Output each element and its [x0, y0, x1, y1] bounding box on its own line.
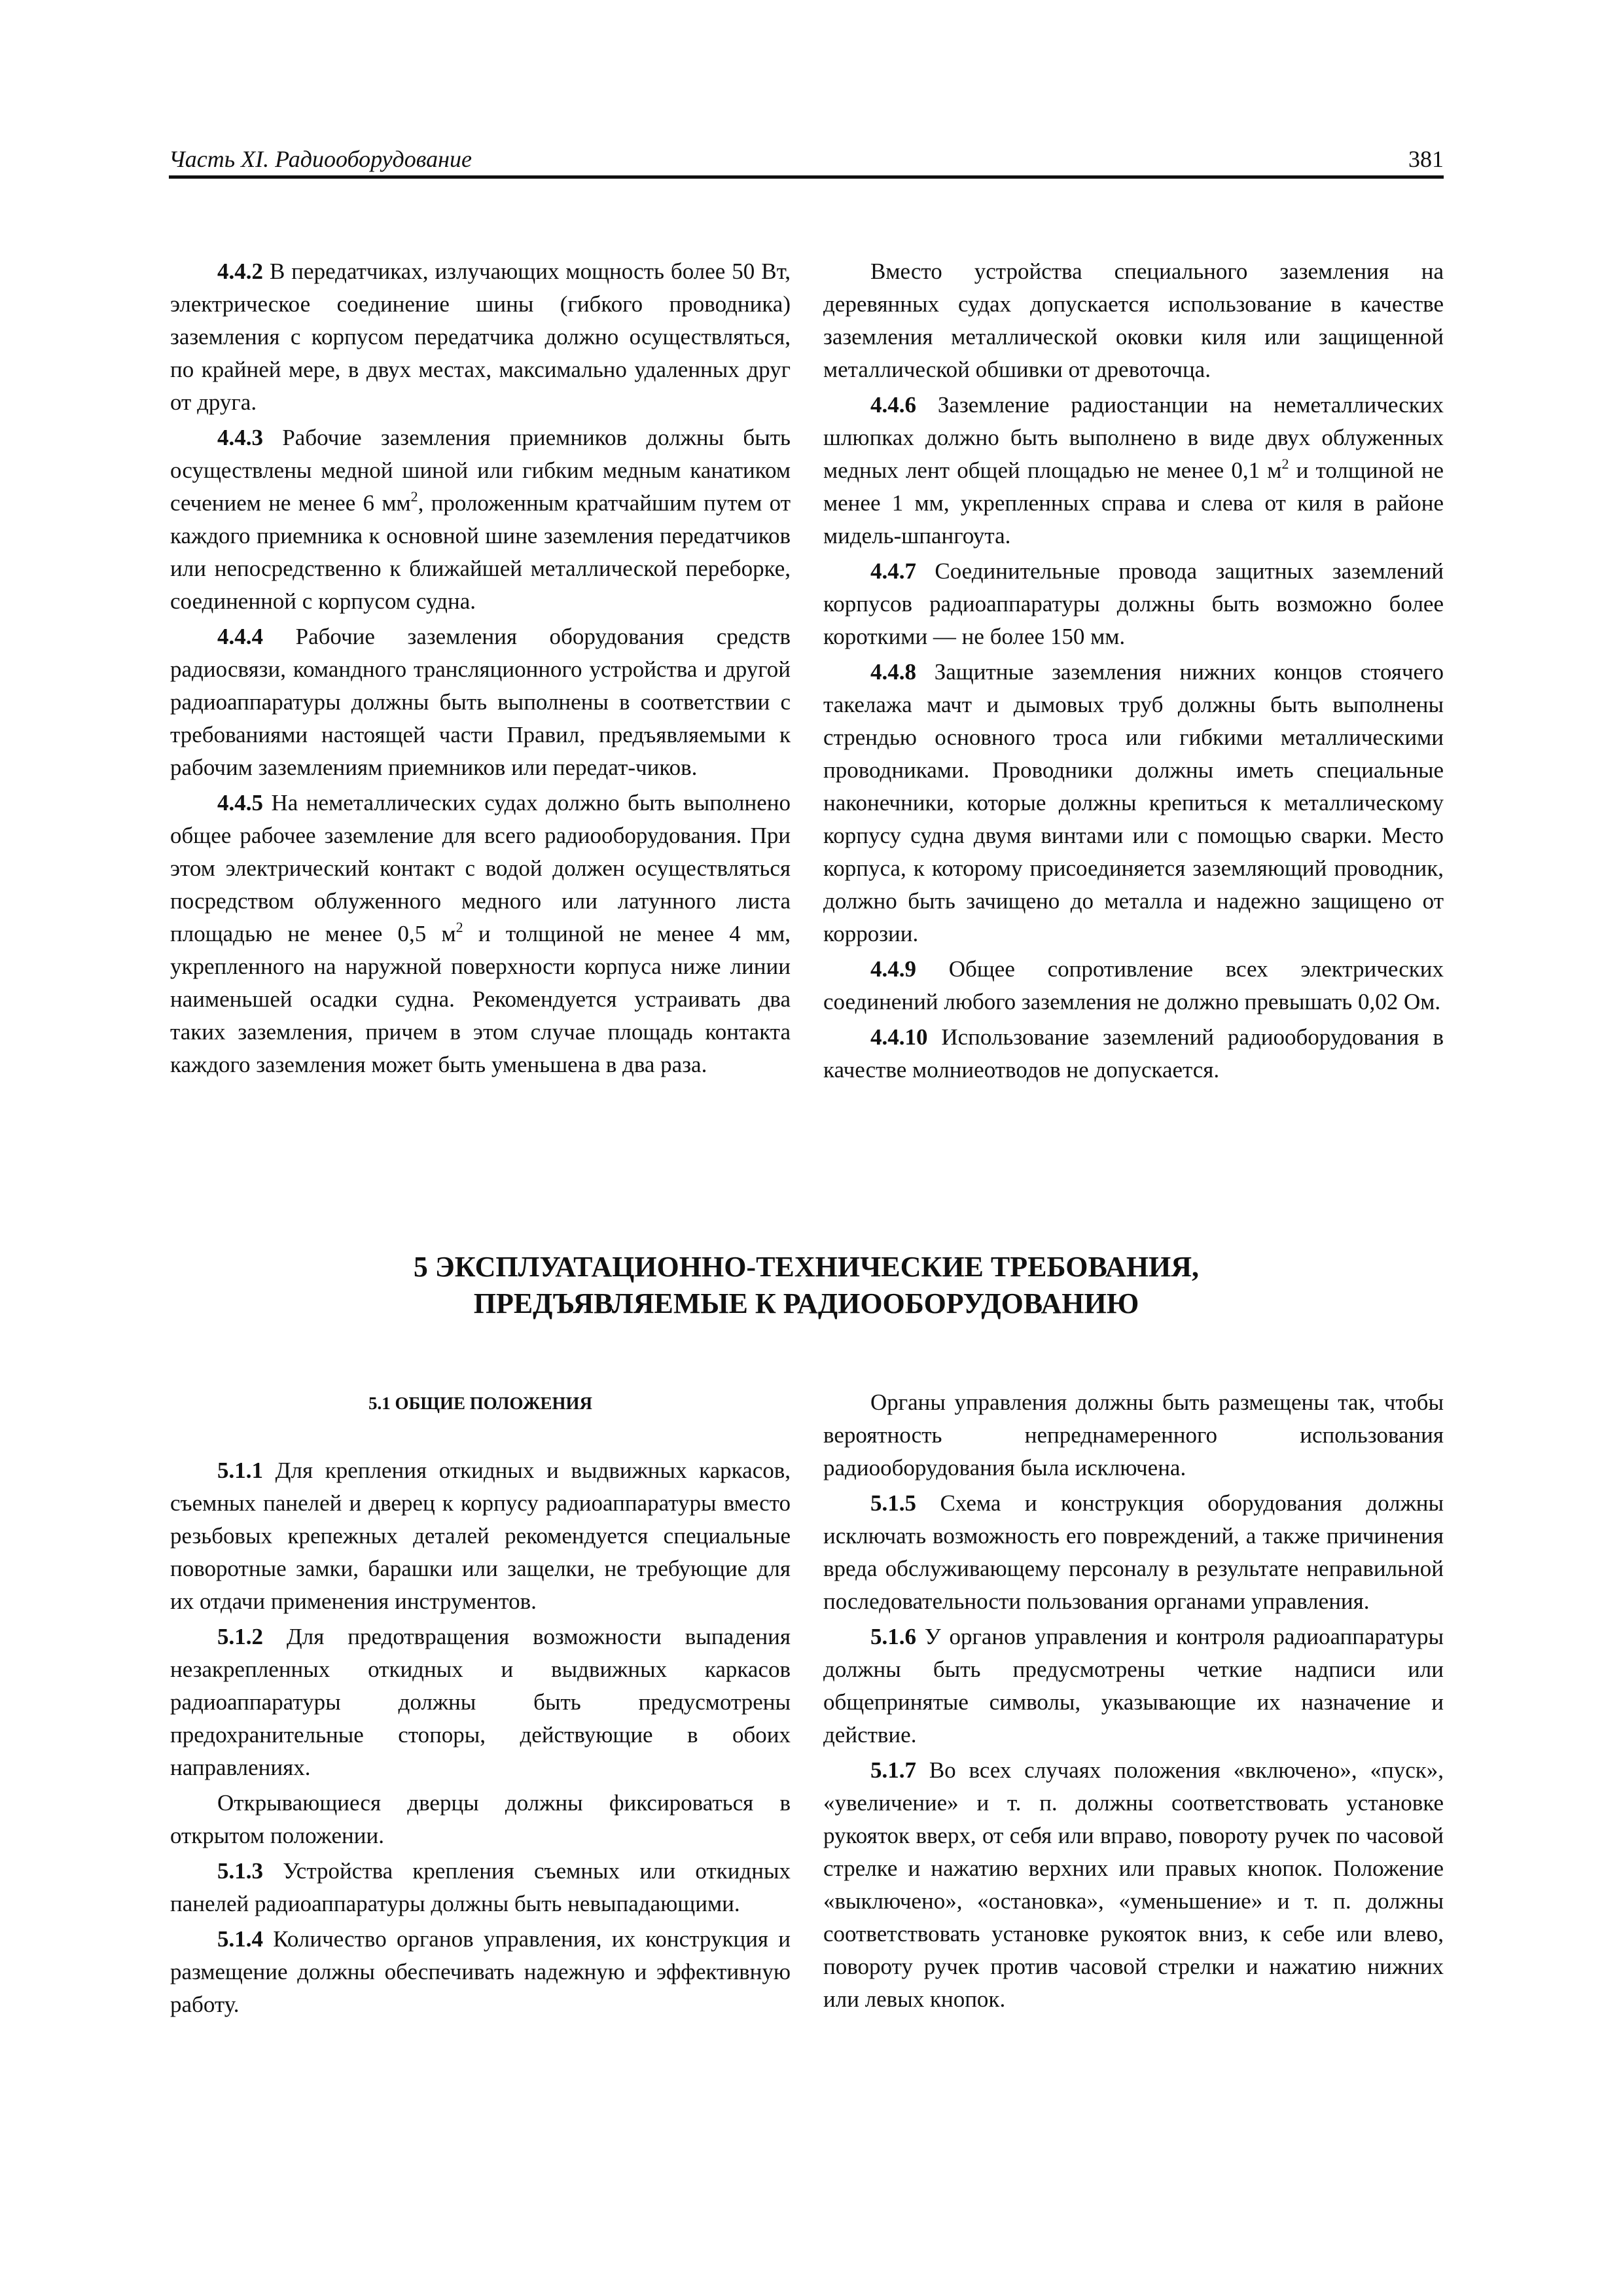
paragraph-4-4-3	[170, 422, 791, 618]
clause-number: 4.4.8	[870, 659, 916, 685]
clause-number: 5.1.4	[217, 1926, 263, 1952]
paragraph-text: В передатчиках, излучающих мощность более 50 Вт, электрическое соединение шины (гибкого проводника) заземления с корпусом передатчика должно осуществляться, по крайней мере, в двух местах, максимально удаленных друг от друга.	[170, 259, 791, 415]
clause-number: 5.1.3	[217, 1858, 263, 1884]
left-column-top	[170, 255, 791, 1081]
paragraph-5-1-6	[823, 1621, 1444, 1751]
superscript: 2	[410, 488, 418, 505]
paragraph-text: Схема и конструкция оборудования должны исключать возможность его повреждений, а также причинения вреда обслуживающему персоналу в результате неправильной последовательности пользования органами управления.	[823, 1490, 1444, 1614]
paragraph-4-4-8	[823, 656, 1444, 950]
paragraph-text: и толщиной не менее 1 мм, укрепленных справа и слева от киля в районе мидель-шпангоута.	[823, 457, 1444, 548]
paragraph-4-4-5	[170, 787, 791, 1081]
clause-number: 4.4.9	[870, 956, 916, 982]
paragraph-text: Открывающиеся дверцы должны фиксироваться в открытом положении.	[170, 1790, 791, 1848]
paragraph-text: Количество органов управления, их конструкция и размещение должны обеспечивать надежную и эффективную работу.	[170, 1926, 791, 2017]
section-title-line: 5 ЭКСПЛУАТАЦИОННО-ТЕХНИЧЕСКИЕ ТРЕБОВАНИЯ,	[413, 1251, 1200, 1283]
paragraph-4-4-9	[823, 953, 1444, 1018]
paragraph-text: Общее сопротивление всех электрических соединений любого заземления не должно превышать 0,02 Ом.	[823, 956, 1444, 1014]
section-title-line: ПРЕДЪЯВЛЯЕМЫЕ К РАДИООБОРУДОВАНИЮ	[473, 1287, 1139, 1319]
superscript: 2	[1281, 456, 1289, 472]
clause-number: 5.1.7	[870, 1757, 916, 1783]
clause-number: 4.4.5	[217, 790, 263, 816]
paragraph-text: Органы управления должны быть размещены так, чтобы вероятность непреднамеренного использования радиооборудования была исключена.	[823, 1390, 1444, 1480]
paragraph-text: Использование заземлений радиооборудования в качестве молниеотводов не допускается.	[823, 1024, 1444, 1083]
paragraph-4-4-2	[170, 255, 791, 419]
paragraph-4-4-4	[170, 620, 791, 784]
clause-number: 4.4.6	[870, 392, 916, 418]
clause-number: 4.4.10	[870, 1024, 928, 1050]
paragraph-5-1-4	[170, 1923, 791, 2021]
paragraph-4-4-7	[823, 555, 1444, 653]
paragraph-text: Вместо устройства специального заземления на деревянных судах допускается использование в качестве заземления металлической оковки киля или защищенной металлической обшивки от древоточца.	[823, 259, 1444, 382]
paragraph-4-4-10	[823, 1021, 1444, 1086]
paragraph-text: Рабочие заземления оборудования средств радиосвязи, командного трансляционного устройства и другой радиоаппаратуры должны быть выполнены в соответствии с требованиями настоящей части Правил, предъявляемыми к рабочим заземлениям приемников или передат-чиков.	[170, 624, 791, 780]
clause-number: 5.1.1	[217, 1458, 263, 1483]
paragraph-text: Защитные заземления нижних концов стоячего такелажа мачт и дымовых труб должны быть выполнены стрендью основного троса или гибкими металлическими проводниками. Проводники должны иметь специальные наконечники, которые должны крепиться к металлическому корпусу судна двумя винтами или с помощью сварки. Место корпуса, к которому присоединяется заземляющий проводник, должно быть зачищено до металла и надежно защищено от коррозии.	[823, 659, 1444, 946]
superscript: 2	[455, 919, 463, 935]
running-header-title: Часть XI. Радиооборудование	[169, 146, 472, 172]
paragraph-controls	[823, 1386, 1444, 1484]
paragraph-5-1-5	[823, 1487, 1444, 1618]
clause-number: 4.4.4	[217, 624, 263, 649]
page-number: 381	[1408, 146, 1444, 172]
paragraph-5-1-7	[823, 1754, 1444, 2016]
paragraph-text: , проложенным кратчайшим путем от каждого приемника к основной шине заземления передатчиков или непосредственно к ближайшей металлической переборке, соединенной с корпусом судна.	[170, 490, 791, 614]
clause-number: 4.4.3	[217, 425, 263, 450]
paragraph-wooden-ships	[823, 255, 1444, 386]
right-column-bottom	[823, 1386, 1444, 2016]
paragraph-text: На неметаллических судах должно быть выполнено общее рабочее заземление для всего радиооборудования. При этом электрический контакт с водой должен осуществляться посредством облуженного медного или латунного листа площадью не менее 0,5 м	[170, 790, 791, 946]
right-column-top	[823, 255, 1444, 1086]
paragraph-text: Устройства крепления съемных или откидных панелей радиоаппаратуры должны быть невыпадающими.	[170, 1858, 791, 1916]
paragraph-5-1-1	[170, 1454, 791, 1618]
paragraph-5-1-3	[170, 1855, 791, 1920]
paragraph-doors	[170, 1787, 791, 1852]
paragraph-text: и толщиной не менее 4 мм, укрепленного на наружной поверхности корпуса ниже линии наименьшей осадки судна. Рекомендуется устраивать два таких заземления, причем в этом случае площадь контакта каждого заземления может быть уменьшена в два раза.	[170, 921, 791, 1077]
clause-number: 4.4.2	[217, 259, 263, 284]
clause-number: 5.1.5	[870, 1490, 916, 1516]
subsection-5-1-heading: 5.1 ОБЩИЕ ПОЛОЖЕНИЯ	[368, 1393, 593, 1413]
paragraph-text: Рабочие заземления приемников должны быть осуществлены медной шиной или гибким медным канатиком сечением не менее 6 мм	[170, 425, 791, 516]
paragraph-text: Соединительные провода защитных заземлений корпусов радиоаппаратуры должны быть возможно более короткими — не более 150 мм.	[823, 558, 1444, 649]
left-column-bottom	[170, 1386, 791, 2021]
clause-number: 4.4.7	[870, 558, 916, 584]
page-header	[169, 143, 1444, 179]
paragraph-text: Во всех случаях положения «включено», «пуск», «увеличение» и т. п. должны соответствовать установке рукояток вверх, от себя или вправо, повороту ручек по часовой стрелке и нажатию верхних или правых кнопок. Положение «выключено», «остановка», «уменьшение» и т. п. должны соответствовать установке рукояток вниз, к себе или влево, повороту ручек против часовой стрелки и нажатию нижних или левых кнопок.	[823, 1757, 1444, 2012]
clause-number: 5.1.6	[870, 1624, 916, 1649]
paragraph-4-4-6	[823, 389, 1444, 552]
section-5-title	[169, 1249, 1444, 1322]
paragraph-text: Заземление радиостанции на неметаллических шлюпках должно быть выполнено в виде двух облуженных медных лент общей площадью не менее 0,1 м	[823, 392, 1444, 483]
paragraph-text: Для крепления откидных и выдвижных каркасов, съемных панелей и дверец к корпусу радиоаппаратуры вместо резьбовых крепежных деталей рекомендуется специальные поворотные замки, барашки или защелки, не требующие для их отдачи применения инструментов.	[170, 1458, 791, 1614]
paragraph-5-1-2	[170, 1621, 791, 1784]
paragraph-text: Для предотвращения возможности выпадения незакрепленных откидных и выдвижных каркасов радиоаппаратуры должны быть предусмотрены предохранительные стопоры, действующие в обоих направлениях.	[170, 1624, 791, 1780]
paragraph-text: У органов управления и контроля радиоаппаратуры должны быть предусмотрены четкие надписи или общепринятые символы, указывающие их назначение и действие.	[823, 1624, 1444, 1748]
clause-number: 5.1.2	[217, 1624, 263, 1649]
